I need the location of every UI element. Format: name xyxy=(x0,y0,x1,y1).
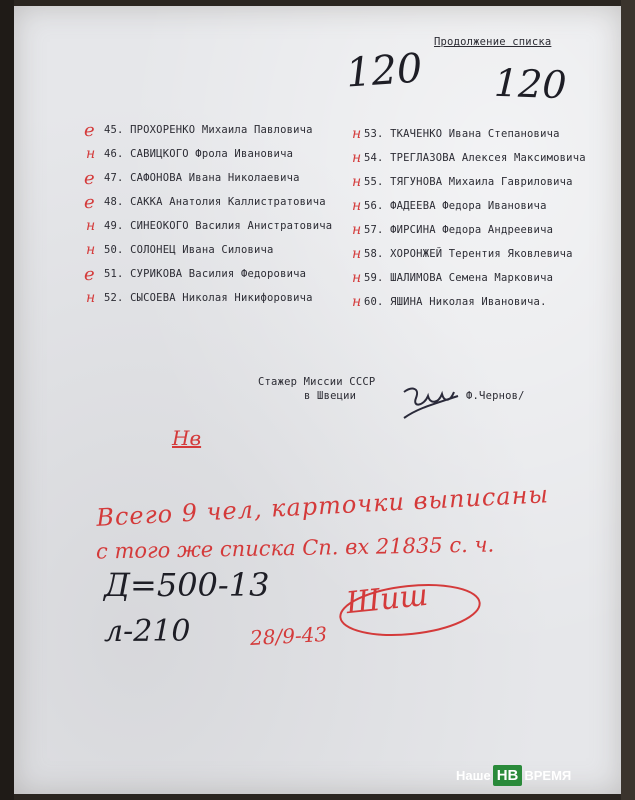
list-item-text: 48. САККА Анатолия Каллистратовича xyxy=(104,196,326,208)
status-mark: н xyxy=(352,294,362,310)
status-mark: н xyxy=(352,126,362,142)
handwritten-note-line2: с того же списка Сп. вх 21835 с. ч. xyxy=(95,532,495,564)
page-number-first: 120 xyxy=(344,45,424,97)
status-mark: н xyxy=(86,290,96,306)
archive-code-2: л-210 xyxy=(104,614,191,649)
list-item-text: 45. ПРОХОРЕНКО Михаила Павловича xyxy=(104,124,313,136)
status-mark: н xyxy=(352,246,362,262)
status-mark: e xyxy=(84,264,95,285)
list-item-text: 59. ШАЛИМОВА Семена Марковича xyxy=(364,272,554,284)
logo-prefix: Наше xyxy=(456,767,491,783)
status-mark: н xyxy=(352,270,362,286)
handwritten-date: 28/9-43 xyxy=(249,621,328,651)
list-item-text: 54. ТРЕГЛАЗОВА Алексея Максимовича xyxy=(364,152,586,164)
list-item-text: 56. ФАДЕЕВА Федора Ивановича xyxy=(364,200,547,212)
status-mark: e xyxy=(84,120,95,141)
list-item-text: 47. САФОНОВА Ивана Николаевича xyxy=(104,172,300,184)
status-mark: e xyxy=(84,192,95,213)
list-item-text: 49. СИНЕОКОГО Василия Анистратовича xyxy=(104,220,333,232)
status-mark: e xyxy=(84,168,95,189)
status-mark: н xyxy=(86,242,96,258)
list-item-text: 46. САВИЦКОГО Фрола Ивановича xyxy=(104,148,294,160)
status-mark: н xyxy=(352,222,362,238)
status-mark: н xyxy=(86,146,96,162)
list-item-text: 58. ХОРОНЖЕЙ Терентия Яковлевича xyxy=(364,248,573,260)
status-mark: н xyxy=(86,218,96,234)
status-mark: н xyxy=(352,150,362,166)
scan-left-edge xyxy=(0,0,14,800)
list-item-text: 60. ЯШИНА Николая Ивановича. xyxy=(364,296,547,308)
logo-suffix: ВРЕМЯ xyxy=(524,767,572,783)
status-mark: н xyxy=(352,174,362,190)
signatory-title-line2: в Швеции xyxy=(304,390,357,402)
status-mark: н xyxy=(352,198,362,214)
red-signature: Шиш xyxy=(344,577,430,622)
archive-code-1: Д=500-13 xyxy=(104,566,270,604)
signatory-name: Ф.Чернов/ xyxy=(466,390,525,402)
list-item-text: 55. ТЯГУНОВА Михаила Гавриловича xyxy=(364,176,573,188)
ink-signature-graphic xyxy=(398,378,466,424)
continuation-header: Продолжение списка xyxy=(434,36,552,48)
list-item-text: 53. ТКАЧЕНКО Ивана Степановича xyxy=(364,128,560,140)
list-item-text: 52. СЫСОЕВА Николая Никифоровича xyxy=(104,292,313,304)
handwritten-mark: Нв xyxy=(172,426,202,450)
logo-badge: НВ xyxy=(493,765,523,786)
page-number-second: 120 xyxy=(493,60,568,108)
signatory-title-line1: Стажер Миссии СССР xyxy=(258,376,376,388)
newspaper-logo xyxy=(456,762,571,788)
list-item-text: 50. СОЛОНЕЦ Ивана Силовича xyxy=(104,244,274,256)
scan-right-edge xyxy=(621,0,635,800)
handwritten-note-line1: Всего 9 чел, карточки выписаны xyxy=(95,480,550,532)
list-item-text: 51. СУРИКОВА Василия Федоровича xyxy=(104,268,307,280)
list-item-text: 57. ФИРСИНА Федора Андреевича xyxy=(364,224,554,236)
